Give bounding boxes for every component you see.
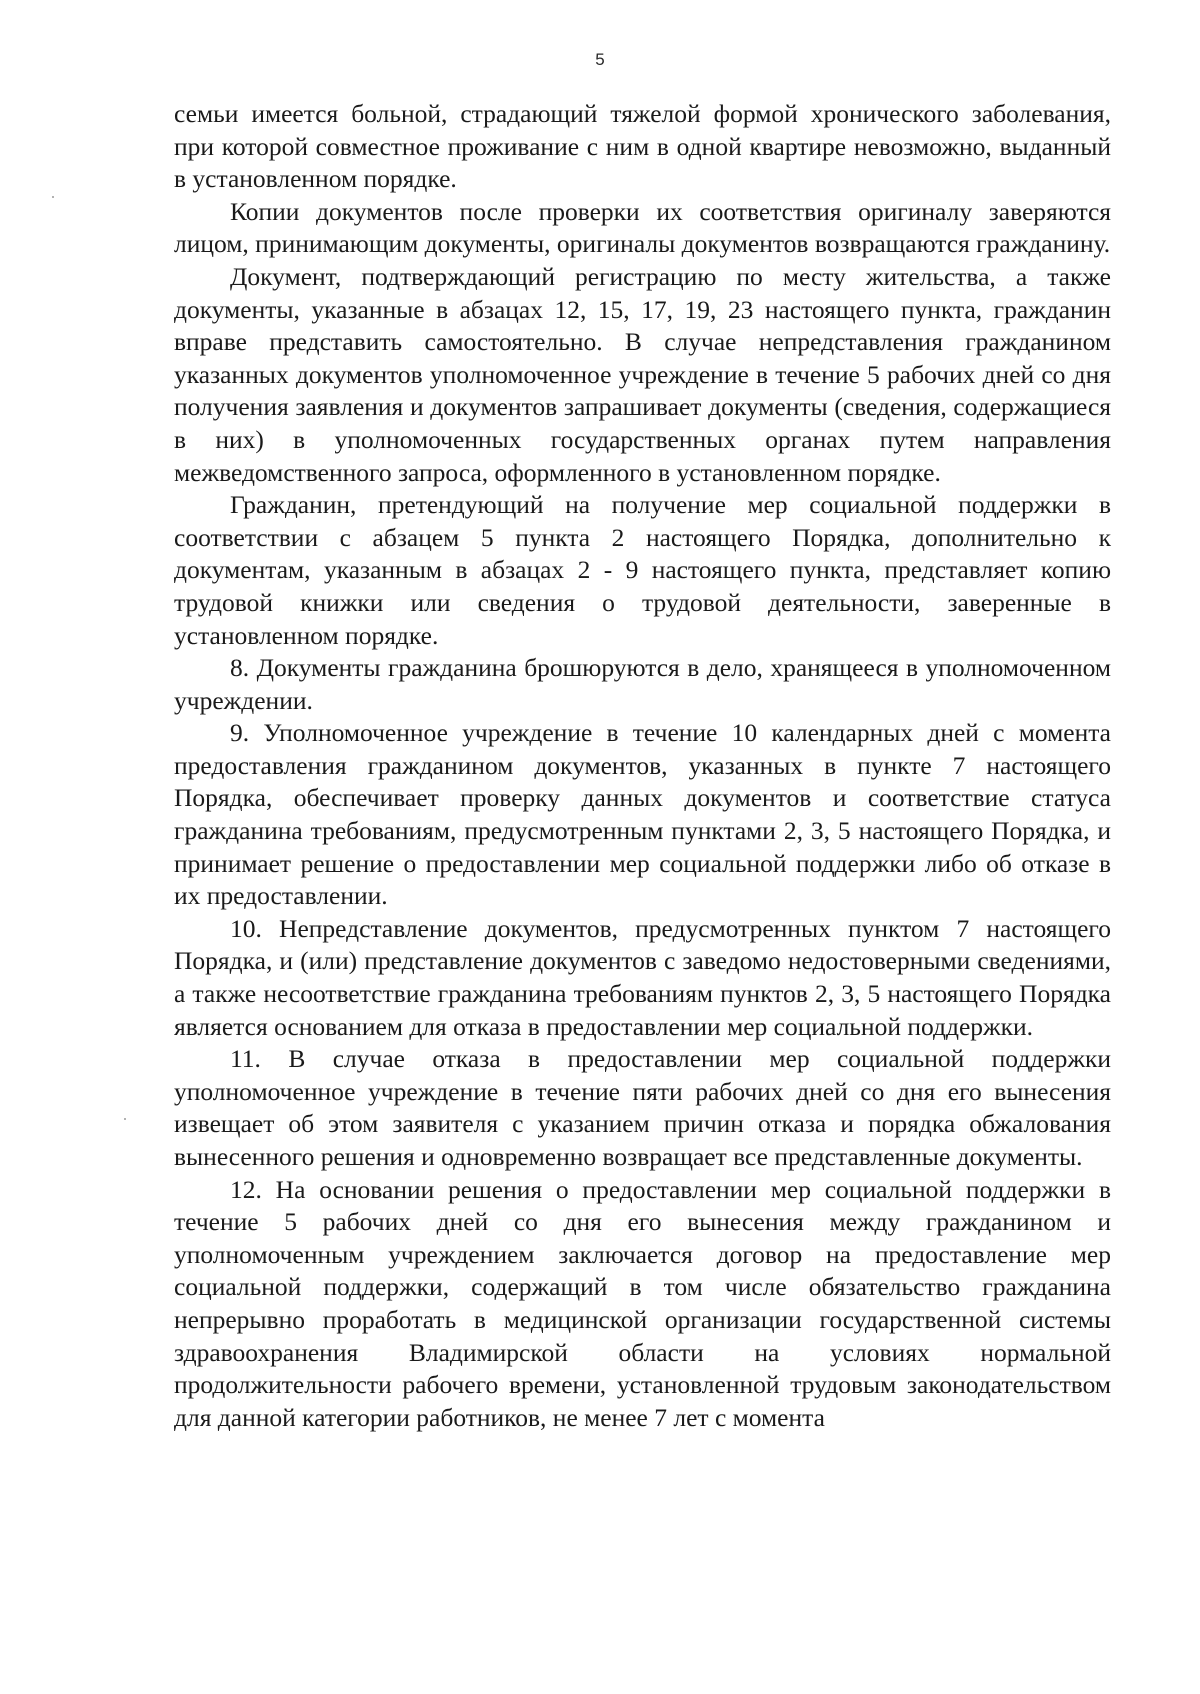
paragraph-item-11: 11. В случае отказа в предоставлении мер социальной поддержки уполномоченное учреждение в течение пяти рабочих дней со дня его вынесения извещает об этом заявителя с указанием причин отказа и порядка обжалования вынесенного решения и одновременно возвращает все представленные документы.: [174, 1044, 1111, 1171]
paragraph-item-9: 9. Уполномоченное учреждение в течение 10 календарных дней с момента предоставления гражданином документов, указанных в пункте 7 настоящего Порядка, обеспечивает проверку данных документов и соответствие статуса гражданина требованиям, предусмотренным пунктами 2, 3, 5 настоящего Порядка, и принимает решение о предоставлении мер социальной поддержки либо об отказе в их предоставлении.: [174, 718, 1111, 911]
paragraph-item-8: 8. Документы гражданина брошюруются в дело, хранящееся в уполномоченном учреждении.: [174, 653, 1111, 715]
paragraph-item-12: 12. На основании решения о предоставлении мер социальной поддержки в течение 5 рабочих дней со дня его вынесения между гражданином и уполномоченным учреждением заключается договор на предоставление мер социальной поддержки, содержащий в том числе обязательство гражданина непрерывно проработать в медицинской организации государственной системы здравоохранения Владимирской области на условиях нормальной продолжительности рабочего времени, установленной трудовым законодательством для данной категории работников, не менее 7 лет с момента: [174, 1174, 1111, 1432]
paragraph-item-10: 10. Непредставление документов, предусмотренных пунктом 7 настоящего Порядка, и (или) представление документов с заведомо недостоверными сведениями, а также несоответствие гражданина требованиям пунктов 2, 3, 5 настоящего Порядка является основанием для отказа в предоставлении мер социальной поддержки.: [174, 913, 1111, 1041]
paragraph-additional-documents: Гражданин, претендующий на получение мер социальной поддержки в соответствии с абзацем 5 пункта 2 настоящего Порядка, дополнительно к документам, указанным в абзацах 2 - 9 настоящего пункта, представляет копию трудовой книжки или сведения о трудовой деятельности, заверенные в установленном порядке.: [174, 490, 1111, 650]
paragraph-document-copies: Копии документов после проверки их соответствия оригиналу заверяются лицом, принимающим документы, оригиналы документов возвращаются гражданину.: [174, 196, 1111, 259]
page-number: 5: [595, 50, 605, 69]
scan-speck: [52, 196, 54, 198]
paragraph-continuation: семьи имеется больной, страдающий тяжелой формой хронического заболевания, при которой совместное проживание с ним в одной квартире невозможно, выданный в установленном порядке.: [174, 99, 1111, 194]
document-body: [174, 98, 1111, 1434]
paragraph-registration-documents: Документ, подтверждающий регистрацию по месту жительства, а также документы, указанные в абзацах 12, 15, 17, 19, 23 настоящего пункта, гражданин вправе представить самостоятельно. В случае непредставления гражданином указанных документов уполномоченное учреждение в течение 5 рабочих дней со дня получения заявления и документов запрашивает документы (сведения, содержащиеся в них) в уполномоченных государственных органах путем направления межведомственного запроса, оформленного в установленном порядке.: [174, 261, 1111, 487]
scan-speck: [124, 1118, 126, 1120]
